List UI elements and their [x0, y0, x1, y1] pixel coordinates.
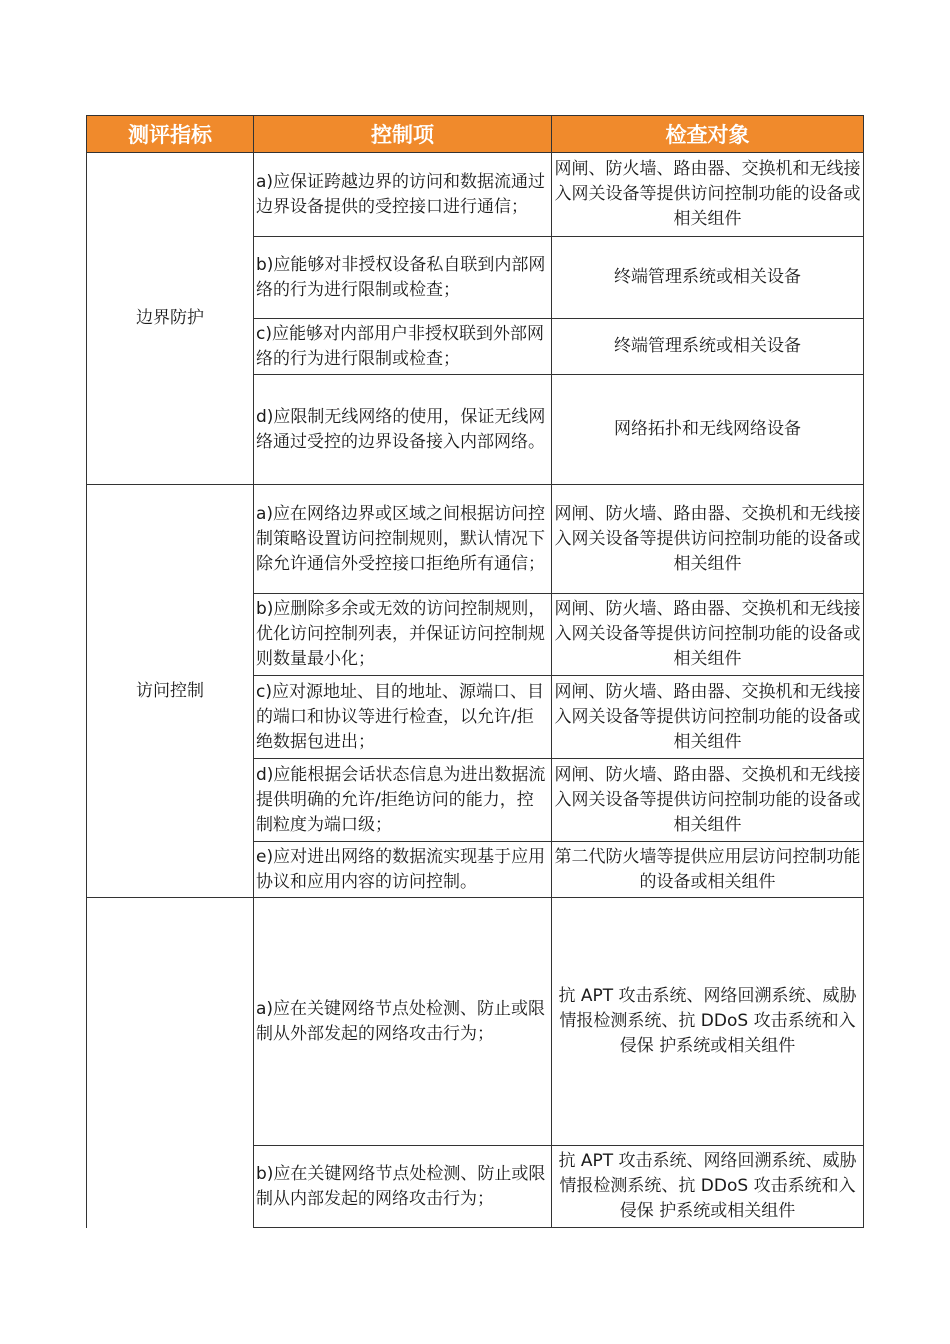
- object-cell: 网闸、防火墙、路由器、交换机和无线接入网关设备等提供访问控制功能的设备或 相关组件: [552, 485, 864, 594]
- object-cell: 终端管理系统或相关设备: [552, 319, 864, 375]
- category-access-control: 访问控制: [87, 485, 254, 898]
- object-cell: 网络拓扑和无线网络设备: [552, 375, 864, 485]
- header-control-item: 控制项: [254, 116, 552, 153]
- control-cell: a)应在网络边界或区域之间根据访问控制策略设置访问控制规则，默认情况下除允许通信外受控接口拒绝所有通信；: [254, 485, 552, 594]
- control-cell: a)应保证跨越边界的访问和数据流通过边界设备提供的受控接口进行通信；: [254, 153, 552, 237]
- control-cell: d)应能根据会话状态信息为进出数据流提供明确的允许/拒绝访问的能力，控制粒度为端口级；: [254, 759, 552, 842]
- category-boundary-protection: 边界防护: [87, 153, 254, 485]
- object-cell: 网闸、防火墙、路由器、交换机和无线接入网关设备等提供访问控制功能的设备或 相关组件: [552, 759, 864, 842]
- object-cell: 抗 APT 攻击系统、网络回溯系统、威胁情报检测系统、抗 DDoS 攻击系统和入侵保 护系统或相关组件: [552, 898, 864, 1146]
- control-cell: b)应在关键网络节点处检测、防止或限制从内部发起的网络攻击行为；: [254, 1146, 552, 1228]
- object-cell: 网闸、防火墙、路由器、交换机和无线接入网关设备等提供访问控制功能的设备或相关组件: [552, 153, 864, 237]
- assessment-table: [86, 115, 864, 1228]
- assessment-table-sheet: [86, 115, 863, 1228]
- header-row: [87, 116, 864, 153]
- header-indicator: 测评指标: [87, 116, 254, 153]
- category-continued: [87, 898, 254, 1228]
- object-cell: 第二代防火墙等提供应用层访问控制功能的设备或相关组件: [552, 842, 864, 898]
- control-cell: d)应限制无线网络的使用，保证无线网络通过受控的边界设备接入内部网络。: [254, 375, 552, 485]
- control-cell: c)应对源地址、目的地址、源端口、目的端口和协议等进行检查，以允许/拒绝数据包进出；: [254, 676, 552, 759]
- table-row: [87, 898, 864, 1146]
- object-cell: 网闸、防火墙、路由器、交换机和无线接入网关设备等提供访问控制功能的设备或 相关组件: [552, 594, 864, 676]
- control-cell: c)应能够对内部用户非授权联到外部网络的行为进行限制或检查；: [254, 319, 552, 375]
- control-cell: e)应对进出网络的数据流实现基于应用协议和应用内容的访问控制。: [254, 842, 552, 898]
- object-cell: 网闸、防火墙、路由器、交换机和无线接入网关设备等提供访问控制功能的设备或 相关组件: [552, 676, 864, 759]
- control-cell: b)应删除多余或无效的访问控制规则，优化访问控制列表，并保证访问控制规则数量最小化；: [254, 594, 552, 676]
- object-cell: 抗 APT 攻击系统、网络回溯系统、威胁情报检测系统、抗 DDoS 攻击系统和入侵保 护系统或相关组件: [552, 1146, 864, 1228]
- object-cell: 终端管理系统或相关设备: [552, 237, 864, 319]
- table-row: [87, 153, 864, 237]
- control-cell: b)应能够对非授权设备私自联到内部网络的行为进行限制或检查；: [254, 237, 552, 319]
- table-row: [87, 485, 864, 594]
- control-cell: a)应在关键网络节点处检测、防止或限制从外部发起的网络攻击行为；: [254, 898, 552, 1146]
- header-check-object: 检查对象: [552, 116, 864, 153]
